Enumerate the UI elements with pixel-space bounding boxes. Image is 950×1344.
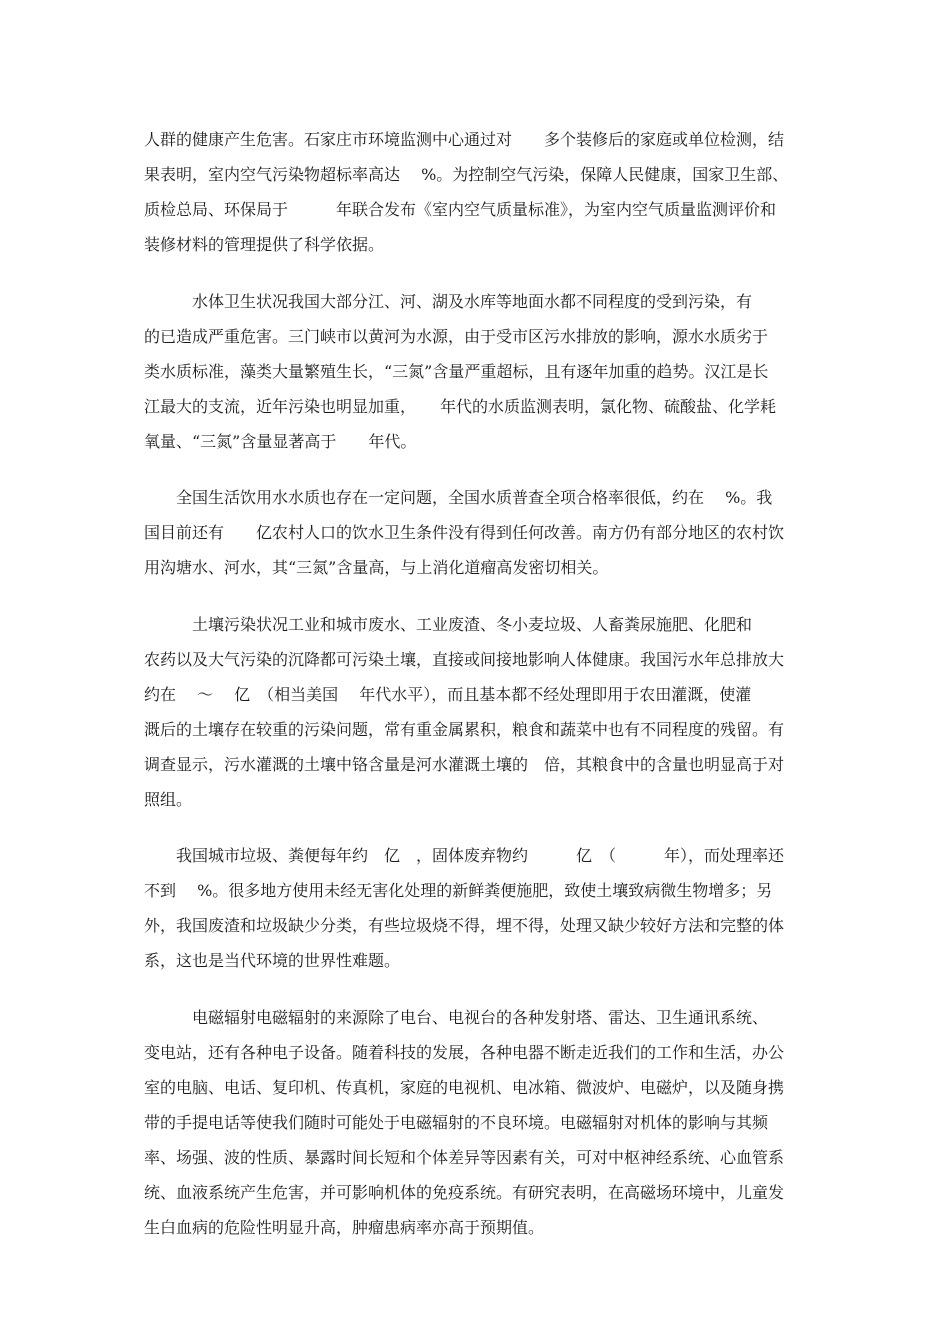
- text-line: 率、场强、波的性质、暴露时间长短和个体差异等因素有关，可对中枢神经系统、心血管系: [144, 1148, 785, 1167]
- text-line: 水体卫生状况我国大部分江、河、湖及水库等地面水都不同程度的受到污染，有: [144, 292, 753, 311]
- text-line: 装修材料的管理提供了科学依据。: [144, 235, 385, 254]
- text-line: 的已造成严重危害。三门峡市以黄河为水源，由于受市区污水排放的影响，源水水质劣于: [144, 327, 769, 346]
- text-line: 质检总局、环保局于 年联合发布《室内空气质量标准》，为室内空气质量监测评价和: [144, 200, 777, 219]
- text-line: 氧量、“三氮”含量显著高于 年代。: [144, 432, 417, 451]
- text-line: 溉后的土壤存在较重的污染问题，常有重金属累积，粮食和蔬菜中也有不同程度的残留。有: [144, 720, 785, 739]
- text-line: 室的电脑、电话、复印机、传真机，家庭的电视机、电冰箱、微波炉、电磁炉，以及随身携: [144, 1078, 785, 1097]
- text-line: 电磁辐射电磁辐射的来源除了电台、电视台的各种发射塔、雷达、卫生通讯系统、: [144, 1008, 769, 1027]
- text-line: 土壤污染状况工业和城市废水、工业废渣、冬小麦垃圾、人畜粪尿施肥、化肥和: [144, 615, 753, 634]
- text-line: 果表明，室内空气污染物超标率高达 %。为控制空气污染，保障人民健康，国家卫生部、: [144, 165, 789, 184]
- text-line: 外，我国废渣和垃圾缺少分类，有些垃圾烧不得，埋不得，处理又缺少较好方法和完整的体: [144, 916, 785, 935]
- text-line: 国目前还有 亿农村人口的饮水卫生条件没有得到任何改善。南方仍有部分地区的农村饮: [144, 523, 785, 542]
- text-line: 统、血液系统产生危害，并可影响机体的免疫系统。有研究表明，在高磁场环境中，儿童发: [144, 1183, 785, 1202]
- text-line: 系，这也是当代环境的世界性难题。: [144, 951, 401, 970]
- text-line: 江最大的支流，近年污染也明显加重， 年代的水质监测表明，氯化物、硫酸盐、化学耗: [144, 397, 777, 416]
- text-line: 人群的健康产生危害。石家庄市环境监测中心通过对 多个装修后的家庭或单位检测，结: [144, 130, 785, 149]
- text-line: 照组。: [144, 790, 193, 809]
- text-line: 农药以及大气污染的沉降都可污染土壤，直接或间接地影响人体健康。我国污水年总排放大: [144, 650, 785, 669]
- text-line: 类水质标准，藻类大量繁殖生长，“三氮”含量严重超标，且有逐年加重的趋势。汉江是长: [144, 362, 769, 381]
- text-line: 生白血病的危险性明显升高，肿瘤患病率亦高于预期值。: [144, 1218, 545, 1237]
- text-line: 带的手提电话等使我们随时可能处于电磁辐射的不良环境。电磁辐射对机体的影响与其频: [144, 1113, 769, 1132]
- text-line: 用沟塘水、河水，其“三氮”含量高，与上消化道瘤高发密切相关。: [144, 558, 609, 577]
- text-line: 变电站，还有各种电子设备。随着科技的发展，各种电器不断走近我们的工作和生活，办公: [144, 1043, 785, 1062]
- text-line: 全国生活饮用水水质也存在一定问题，全国水质普查全项合格率很低，约在 %。我: [144, 488, 773, 507]
- text-line: 约在 ～ 亿 （相当美国 年代水平），而且基本都不经处理即用于农田灌溉，使灌: [144, 685, 752, 704]
- text-line: 调查显示，污水灌溉的土壤中铬含量是河水灌溉土壤的 倍，其粮食中的含量也明显高于对: [144, 755, 785, 774]
- text-line: 不到 %。很多地方使用未经无害化处理的新鲜粪便施肥，致使土壤致病微生物增多；另: [144, 881, 773, 900]
- text-line: 我国城市垃圾、粪便每年约 亿 ，固体废弃物约 亿 （ 年），而处理率还: [144, 846, 785, 865]
